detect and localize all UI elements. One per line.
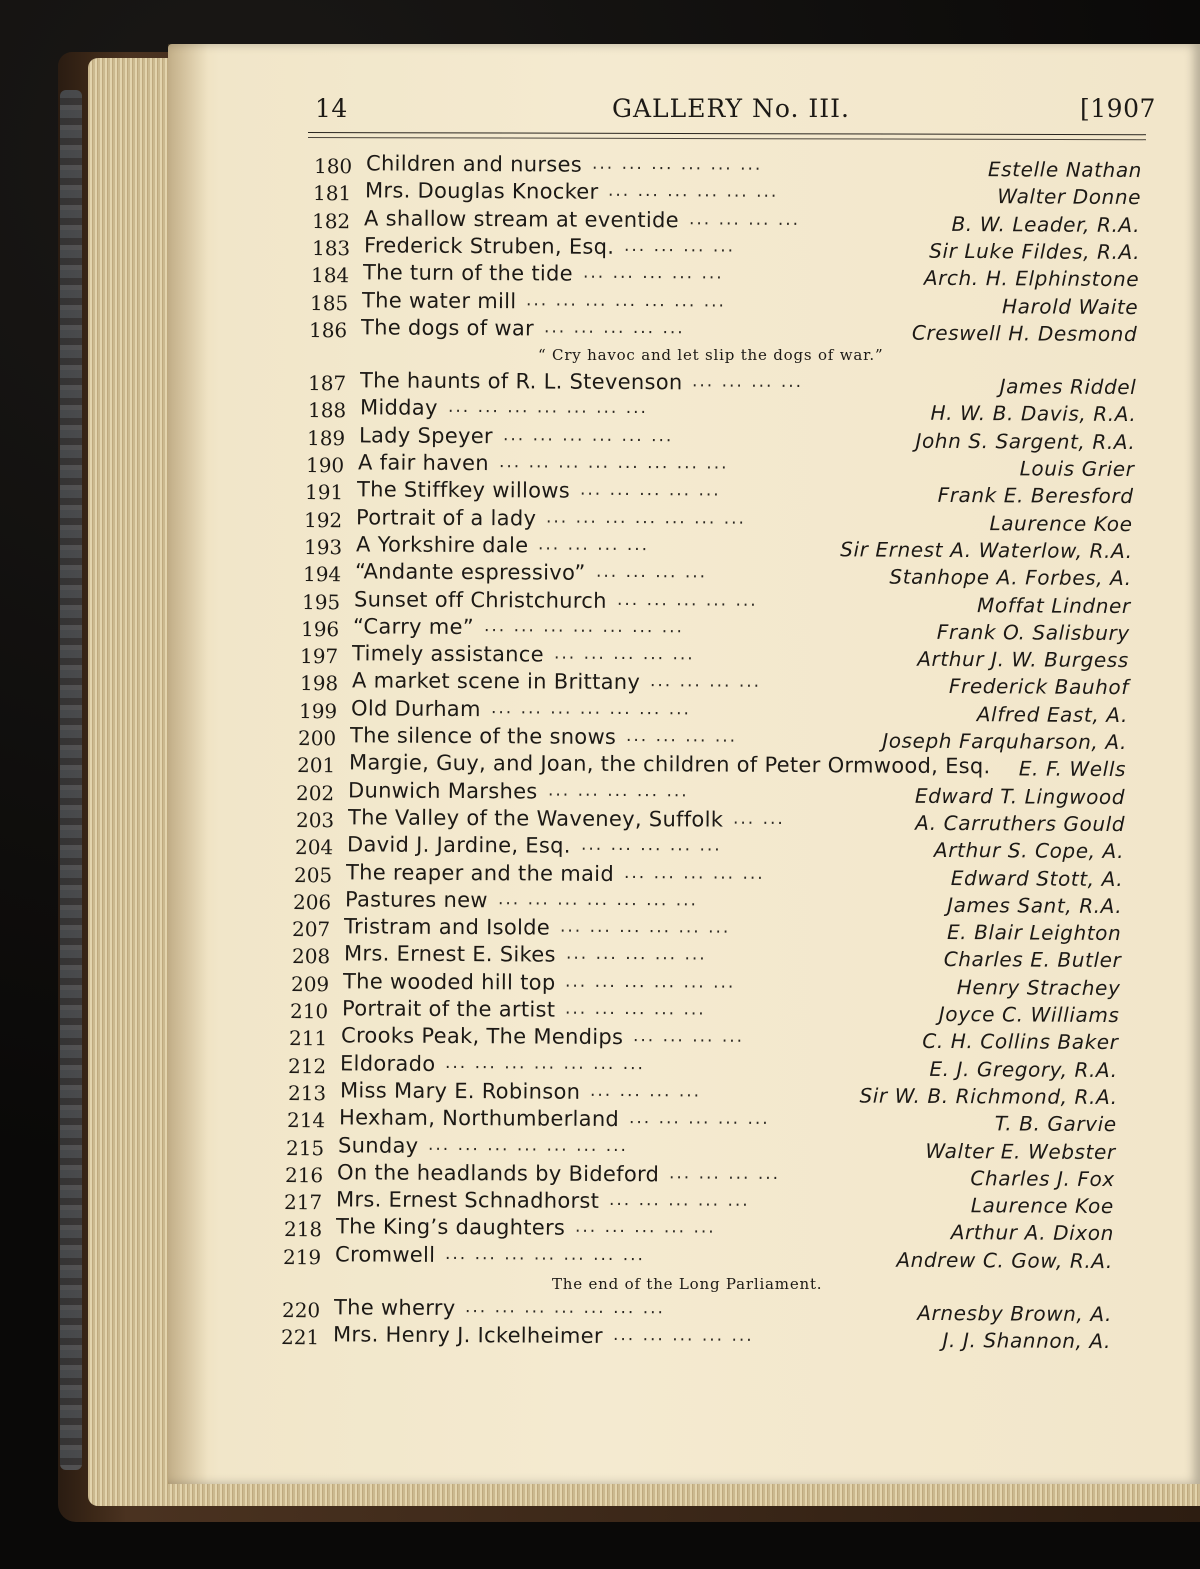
entry-number: 220 [281, 1298, 321, 1323]
leader-dots: ... ... ... ... ... [548, 780, 690, 801]
leader-dots: ... ... ... ... ... ... ... [447, 397, 648, 419]
leader-dots: ... ... ... ... [633, 1026, 745, 1048]
leader-dots: ... ... ... ... ... [574, 1217, 716, 1239]
leader-dots: ... ... ... ... ... ... ... [546, 507, 747, 529]
entry-number: 199 [298, 698, 338, 723]
entry-title: Cromwell [334, 1242, 436, 1267]
page-year: [1907 [1080, 94, 1156, 123]
entry-number: 200 [297, 726, 337, 751]
leader-dots: ... ... ... ... [649, 671, 761, 693]
page-number: 14 [315, 94, 348, 123]
entry-artist: Estelle Nathan [987, 157, 1143, 183]
entry-number: 213 [287, 1080, 326, 1106]
entry-number: 186 [309, 317, 348, 343]
leader-dots: ... ... ... ... ... ... ... [444, 1243, 645, 1265]
entry-title: On the headlands by Bideford [337, 1160, 660, 1187]
entry-number: 218 [283, 1217, 322, 1242]
entry-title: Tristram and Isolde [344, 914, 551, 940]
entry-artist: T. B. Garvie [994, 1111, 1117, 1137]
leader-dots: ... ... ... ... ... ... ... ... [498, 452, 729, 474]
leader-dots: ... ... ... ... ... [613, 1325, 754, 1347]
leader-dots: ... ... ... ... [669, 1163, 781, 1184]
entry-number: 185 [309, 290, 349, 315]
entry-title: A shallow stream at eventide [364, 205, 680, 232]
entry-artist: James Riddel [1000, 374, 1137, 400]
entry-title: The water mill [361, 287, 517, 313]
entry-number: 190 [305, 453, 345, 478]
entry-number: 204 [294, 835, 334, 860]
entry-artist: Frank O. Salisbury [936, 619, 1131, 645]
entry-title: Miss Mary E. Robinson [339, 1078, 580, 1104]
entry-title: Portrait of the artist [341, 996, 556, 1022]
entry-title: A Yorkshire dale [355, 532, 529, 558]
leader-dots: ... ... ... ... ... ... [608, 181, 779, 203]
entry-number: 212 [288, 1053, 327, 1078]
leader-dots: ... ... ... ... [537, 534, 649, 555]
entry-number: 203 [295, 807, 334, 833]
entry-title: Pastures new [345, 887, 489, 912]
entry-number: 211 [289, 1026, 328, 1051]
entry-number: 198 [299, 671, 338, 696]
leader-dots: ... ... ... ... ... ... [591, 153, 763, 175]
entry-title: Portrait of a lady [356, 504, 537, 531]
catalogue-entry [282, 1242, 1113, 1278]
entry-title: The haunts of R. L. Stevenson [360, 368, 683, 395]
entry-title: The dogs of war [361, 315, 535, 341]
entry-title: A fair haven [357, 450, 489, 476]
entry-number: 192 [304, 507, 343, 532]
entry-number: 208 [291, 944, 330, 969]
entry-number: 214 [286, 1108, 326, 1133]
entry-number: 210 [289, 999, 329, 1024]
entry-artist: Laurence Koe [989, 510, 1134, 536]
leader-dots: ... ... ... ... ... [580, 834, 722, 856]
entry-number: 217 [284, 1190, 323, 1215]
page-title: GALLERY No. III. [612, 94, 850, 123]
entry-number: 216 [285, 1162, 324, 1188]
entry-title: The Valley of the Waveney, Suffolk [347, 805, 723, 832]
entry-number: 221 [281, 1325, 320, 1350]
entry-artist: John S. Sargent, R.A. [915, 428, 1136, 454]
entry-artist: Arthur J. W. Burgess [917, 646, 1130, 673]
entry-number: 206 [293, 889, 332, 915]
leader-dots: ... ... ... ... [589, 1080, 701, 1102]
entry-number: 189 [306, 425, 346, 450]
entry-artist: Joyce C. Williams [938, 1001, 1120, 1028]
entry-number: 201 [297, 753, 336, 778]
entry-artist: Henry Strachey [956, 974, 1121, 1000]
entry-title: Dunwich Marshes [348, 777, 539, 804]
leader-dots: ... ... ... ... ... ... [564, 971, 736, 993]
entry-title: A market scene in Brittany [351, 668, 640, 695]
entry-number: 182 [312, 208, 351, 233]
entry-artist: Frank E. Beresford [937, 483, 1134, 509]
entry-title: Mrs. Douglas Knocker [365, 178, 599, 205]
leader-dots: ... ... ... ... ... [564, 998, 706, 1020]
entry-artist: Louis Grier [1019, 456, 1135, 482]
leader-dots: ... ... ... ... [625, 726, 738, 747]
entry-number: 215 [285, 1135, 325, 1160]
entry-title: Lady Speyer [358, 423, 493, 448]
entry-artist: Laurence Koe [971, 1193, 1115, 1219]
entry-title: Midday [359, 395, 438, 421]
entry-number: 191 [305, 480, 344, 505]
entry-title: Eldorado [340, 1050, 436, 1076]
entry-title: Mrs. Ernest E. Sikes [343, 941, 556, 968]
leader-dots: ... ... ... ... ... ... ... [525, 289, 726, 312]
catalogue-entry [281, 1322, 1112, 1358]
leader-dots: ... ... ... ... ... ... [502, 424, 674, 446]
entry-artist: James Sant, R.A. [947, 892, 1123, 918]
leader-dots: ... ... ... ... ... ... [560, 916, 731, 938]
leader-dots: ... ... ... ... ... ... ... [484, 615, 685, 638]
entry-title: David J. Jardine, Esq. [346, 832, 571, 858]
entry-artist: E. Blair Leighton [947, 920, 1122, 946]
entry-artist: Joseph Farquharson, A. [882, 728, 1128, 755]
entry-artist: Harold Waite [1001, 293, 1139, 319]
leader-dots: ... ... ... ... ... [544, 317, 685, 339]
entry-title: Frederick Struben, Esq. [363, 233, 614, 259]
entry-artist: Arnesby Brown, A. [917, 1300, 1113, 1327]
entry-title: Margie, Guy, and Joan, the children of Peter Ormwood, Esq. [349, 750, 991, 779]
entry-title: “Carry me” [353, 614, 475, 639]
leader-dots: ... ... ... ... ... ... ... [464, 1297, 665, 1319]
leader-dots: ... ... ... ... ... [582, 262, 724, 284]
entry-artist: Stanhope A. Forbes, A. [889, 564, 1132, 591]
leader-dots: ... ... ... ... ... [609, 1190, 751, 1211]
entry-number: 180 [313, 154, 353, 179]
entry-artist: Arthur S. Cope, A. [933, 838, 1125, 864]
entry-number: 184 [310, 263, 350, 288]
entry-artist: Moffat Lindner [976, 592, 1131, 618]
entry-artist: Sir W. B. Richmond, R.A. [859, 1083, 1118, 1109]
entry-title: Mrs. Henry J. Ickelheimer [333, 1322, 604, 1349]
entry-title: Timely assistance [352, 641, 545, 667]
entry-artist: Edward Stott, A. [950, 865, 1124, 891]
entry-artist: B. W. Leader, R.A. [951, 211, 1141, 237]
leader-dots: ... ... ... ... ... [628, 1108, 770, 1130]
leader-dots: ... ... ... ... ... ... ... [427, 1134, 628, 1156]
entry-artist: Edward T. Lingwood [915, 783, 1126, 809]
entry-title: The wherry [333, 1295, 456, 1321]
entry-title: Mrs. Ernest Schnadhorst [336, 1187, 600, 1214]
entry-title: Sunday [337, 1132, 419, 1158]
entry-number: 195 [301, 589, 341, 614]
entry-artist: A. Carruthers Gould [914, 810, 1125, 836]
entry-artist: Charles J. Fox [970, 1165, 1116, 1191]
leader-dots: ... ... ... ... ... [623, 862, 765, 884]
entry-title: “Andante espressivo” [354, 559, 586, 585]
quote-219: The end of the Long Parliament. [552, 1275, 823, 1293]
entry-title: The wooded hill top [342, 969, 556, 995]
leader-dots: ... ... ... ... ... [565, 944, 707, 965]
entry-number: 207 [292, 917, 331, 942]
entry-title: The reaper and the maid [345, 859, 615, 886]
entry-number: 209 [290, 971, 330, 996]
entry-number: 193 [303, 534, 342, 560]
entry-artist: Walter Donne [997, 184, 1142, 210]
entry-artist: Alfred East, A. [976, 701, 1128, 727]
entry-artist: J. J. Shannon, A. [942, 1328, 1112, 1354]
leader-dots: ... ... ... ... [692, 371, 804, 393]
entry-number: 183 [311, 235, 350, 261]
entry-artist: Sir Luke Fildes, R.A. [928, 238, 1140, 264]
entry-artist: H. W. B. Davis, R.A. [930, 401, 1137, 427]
entry-number: 181 [313, 181, 352, 206]
entry-artist: Walter E. Webster [925, 1138, 1116, 1164]
entry-title: The turn of the tide [362, 260, 573, 286]
leader-dots: ... ... ... ... [595, 561, 707, 583]
entry-number: 196 [301, 616, 340, 642]
entry-title: Sunset off Christchurch [353, 586, 607, 613]
entry-artist: Charles E. Butler [943, 947, 1122, 973]
entry-number: 188 [307, 398, 346, 423]
entry-number: 219 [282, 1244, 322, 1269]
entry-artist: C. H. Collins Baker [922, 1029, 1119, 1055]
entry-artist: Arthur A. Dixon [950, 1220, 1114, 1246]
entry-title: The silence of the snows [349, 723, 617, 749]
leader-dots: ... ... ... ... ... [554, 643, 696, 665]
entry-title: The Stiffkey willows [357, 477, 571, 503]
entry-title: Old Durham [350, 696, 481, 721]
entry-artist: Frederick Bauhof [948, 674, 1129, 700]
leader-dots: ... ... ... ... ... [616, 589, 758, 611]
leader-dots: ... ... ... ... ... [580, 479, 721, 501]
entry-artist: Creswell H. Desmond [911, 320, 1138, 346]
leader-dots: ... ... [732, 808, 785, 829]
entry-title: Children and nurses [365, 151, 583, 177]
entry-title: Hexham, Northumberland [338, 1105, 619, 1132]
leader-dots: ... ... ... ... ... ... ... [498, 889, 699, 911]
entry-number: 205 [293, 862, 333, 887]
entry-artist: Andrew C. Gow, R.A. [896, 1247, 1113, 1273]
entry-artist: Arch. H. Elphinstone [923, 265, 1140, 292]
entry-artist: E. F. Wells [1018, 756, 1127, 782]
entry-number: 194 [302, 562, 342, 587]
leader-dots: ... ... ... ... [623, 235, 735, 257]
entry-number: 202 [296, 780, 335, 805]
leader-dots: ... ... ... ... [689, 208, 801, 230]
gutter-shadow [168, 44, 208, 1484]
entry-number: 187 [308, 371, 347, 396]
quote-186: “ Cry havoc and let slip the dogs of war.” [538, 346, 884, 364]
leader-dots: ... ... ... ... ... ... ... [490, 697, 691, 720]
entry-title: Crooks Peak, The Mendips [341, 1023, 624, 1050]
leader-dots: ... ... ... ... ... ... ... [445, 1052, 646, 1074]
entry-artist: Sir Ernest A. Waterlow, R.A. [839, 537, 1133, 563]
entry-number: 197 [300, 644, 339, 669]
entry-artist: E. J. Gregory, R.A. [929, 1056, 1119, 1082]
entry-title: The King’s daughters [335, 1214, 565, 1241]
book-spine-edge [60, 90, 82, 1470]
